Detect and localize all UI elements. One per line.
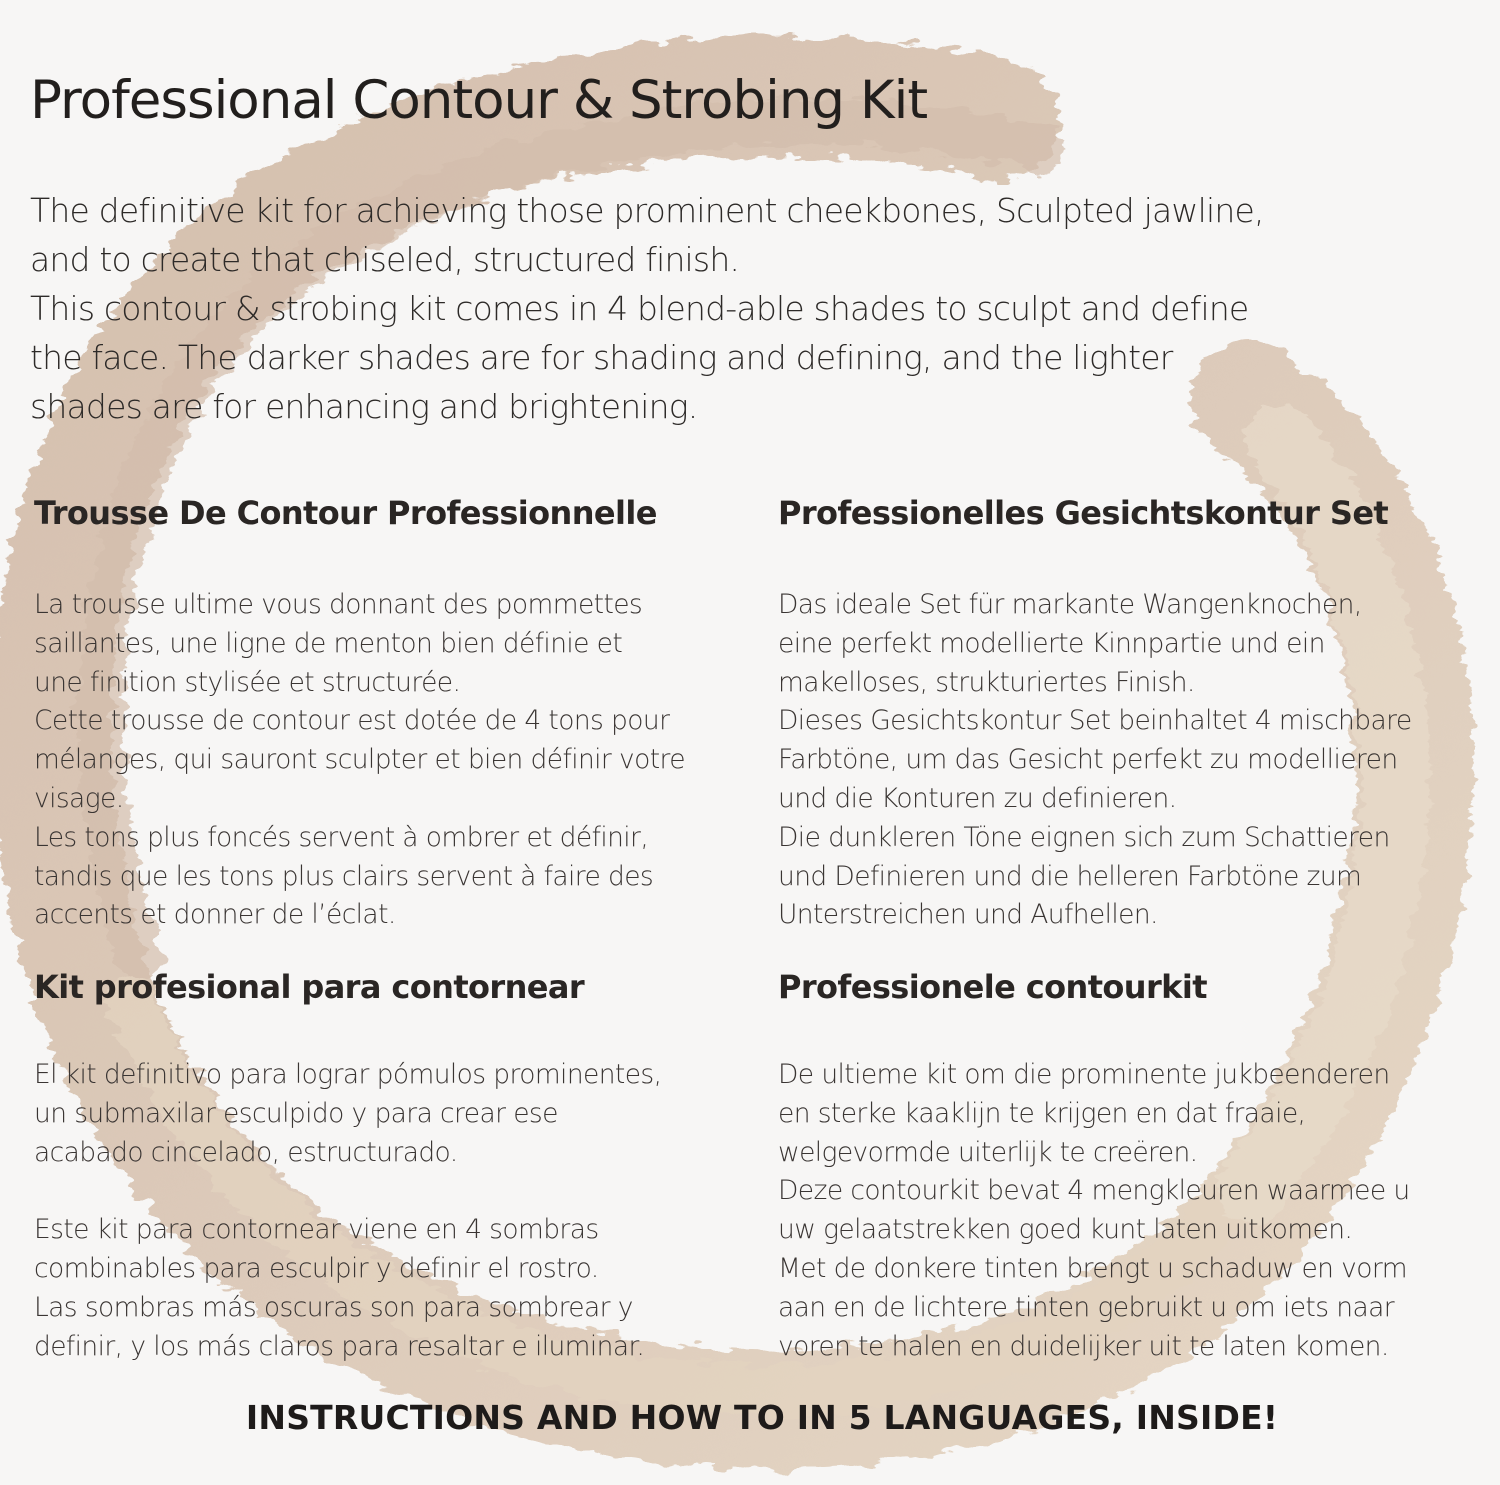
section-french	[34, 494, 754, 935]
section-body-spanish	[34, 1056, 754, 1366]
body-line: De ultieme kit om die prominente jukbeenderen	[778, 1059, 1390, 1090]
body-line: combinables para esculpir y definir el rostro.	[34, 1252, 599, 1284]
section-heading-german: Professionelles Gesichtskontur Set	[778, 494, 1389, 532]
body-line: mélanges, qui sauront sculpter et bien définir votre	[34, 744, 685, 776]
body-line: Unterstreichen und Aufhellen.	[778, 899, 1158, 931]
body-line: La trousse ultime vous donnant des pommettes	[34, 589, 643, 620]
body-line: uw gelaatstrekken goed kunt laten uitkomen.	[778, 1214, 1353, 1246]
body-line: une finition stylisée et structurée.	[34, 666, 461, 698]
body-line: Les tons plus foncés servent à ombrer et définir,	[34, 821, 649, 853]
section-body-dutch	[778, 1056, 1498, 1366]
intro-line: The definitive kit for achieving those prominent cheekbones, Sculpted jawline,	[30, 191, 1264, 230]
body-line: en sterke kaaklijn te krijgen en dat fraaie,	[778, 1097, 1306, 1129]
body-line: tandis que les tons plus clairs servent à faire des	[34, 860, 654, 892]
body-line: und die Konturen zu definieren.	[778, 782, 1177, 814]
section-body-german	[778, 586, 1498, 935]
section-heading-dutch: Professionele contourkit	[778, 968, 1207, 1006]
body-line: und Definieren und die helleren Farbtöne zum	[778, 860, 1362, 892]
body-line: visage.	[34, 782, 124, 814]
body-line: un submaxilar esculpido y para crear ese	[34, 1097, 558, 1129]
body-line: voren te halen en duidelijker uit te laten komen.	[778, 1330, 1389, 1362]
intro-line: and to create that chiseled, structured finish.	[30, 240, 740, 279]
body-line: aan en de lichtere tinten gebruikt u om iets naar	[778, 1291, 1395, 1323]
body-line: Dieses Gesichtskontur Set beinhaltet 4 mischbare	[778, 705, 1412, 737]
body-line: makelloses, strukturiertes Finish.	[778, 666, 1195, 698]
body-line: Das ideale Set für markante Wangenknochen,	[778, 589, 1362, 620]
body-line: Deze contourkit bevat 4 mengkleuren waarmee u	[778, 1175, 1410, 1207]
paragraph-gap	[34, 1172, 754, 1211]
body-line: Este kit para contornear viene en 4 sombras	[34, 1214, 599, 1246]
footer-tagline: INSTRUCTIONS AND HOW TO IN 5 LANGUAGES, INSIDE!	[245, 1398, 1279, 1437]
intro-paragraph	[30, 186, 1430, 431]
body-line: Met de donkere tinten brengt u schaduw en vorm	[778, 1252, 1407, 1284]
body-line: accents et donner de l’éclat.	[34, 899, 396, 931]
section-heading-spanish: Kit profesional para contornear	[34, 968, 585, 1006]
body-line: welgevormde uiterlijk te creëren.	[778, 1136, 1198, 1168]
body-line: Las sombras más oscuras son para sombrear y	[34, 1291, 633, 1323]
body-line: acabado cincelado, estructurado.	[34, 1136, 458, 1168]
page-title: Professional Contour & Strobing Kit	[30, 70, 928, 131]
body-line: El kit definitivo para lograr pómulos prominentes,	[34, 1059, 662, 1090]
intro-line: the face. The darker shades are for shading and defining, and the lighter	[30, 338, 1173, 377]
section-spanish	[34, 968, 754, 1366]
body-line: Die dunkleren Töne eignen sich zum Schattieren	[778, 821, 1390, 853]
body-line: eine perfekt modellierte Kinnpartie und ein	[778, 627, 1325, 659]
intro-line: This contour & strobing kit comes in 4 blend-able shades to sculpt and define	[30, 289, 1249, 328]
section-body-french	[34, 586, 754, 935]
section-german	[778, 494, 1498, 935]
body-line: Cette trousse de contour est dotée de 4 tons pour	[34, 705, 670, 737]
section-heading-french: Trousse De Contour Professionnelle	[34, 494, 657, 532]
body-line: definir, y los más claros para resaltar e iluminar.	[34, 1330, 645, 1362]
body-line: Farbtöne, um das Gesicht perfekt zu modellieren	[778, 744, 1398, 776]
body-line: saillantes, une ligne de menton bien définie et	[34, 627, 623, 659]
intro-line: shades are for enhancing and brightening.	[30, 387, 698, 426]
section-dutch	[778, 968, 1498, 1366]
